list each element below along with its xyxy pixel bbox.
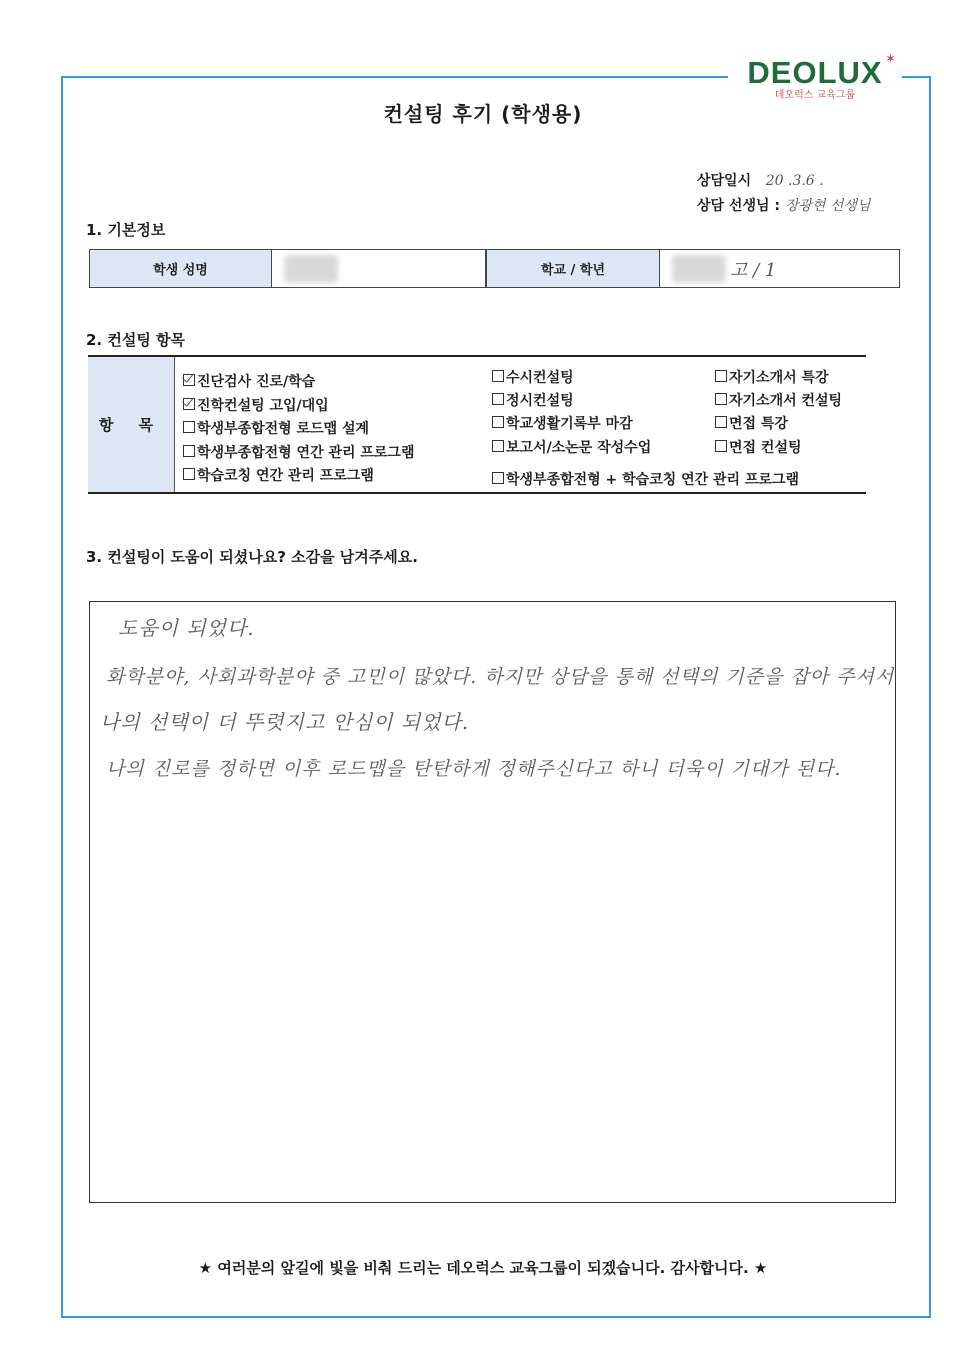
checkbox-icon[interactable]	[715, 370, 727, 382]
section-basic-info-title: 1. 기본정보	[86, 221, 166, 239]
item-study-coaching-program[interactable]: 학습코칭 연간 관리 프로그램	[183, 465, 374, 485]
item-early-admission[interactable]: 수시컨설팅	[492, 367, 574, 387]
checkbox-icon[interactable]	[492, 472, 504, 484]
feedback-line: 도움이 되었다.	[118, 616, 255, 640]
item-essay-consulting[interactable]: 자기소개서 컨설팅	[715, 390, 842, 410]
feedback-line: 나의 진로를 정하면 이후 로드맵을 탄탄하게 정해주신다고 하니 더욱이 기대가 된다.	[106, 758, 842, 780]
item-annual-record-program[interactable]: 학생부종합전형 연간 관리 프로그램	[183, 442, 414, 462]
footer-message: ★ 여러분의 앞길에 빛을 비춰 드리는 데오럭스 교육그룹이 되겠습니다. 감사합니다. ★	[198, 1259, 768, 1277]
checkbox-icon[interactable]	[183, 468, 195, 480]
date-value: 20 .3.6 .	[765, 173, 824, 189]
checkbox-icon[interactable]	[183, 421, 195, 433]
basic-info-table	[89, 249, 900, 288]
student-name-label: 학생 성명	[90, 250, 272, 287]
checkbox-icon[interactable]	[492, 416, 504, 428]
item-diagnostic-test[interactable]: 진단검사 진로/학습	[183, 371, 315, 391]
date-label: 상담일시	[697, 173, 752, 189]
section-feedback-title: 3. 컨설팅이 도움이 되셨나요? 소감을 남겨주세요.	[86, 548, 418, 566]
checkbox-icon[interactable]	[492, 370, 504, 382]
school-grade-label: 학교 / 학년	[486, 250, 660, 287]
school-grade-value	[660, 250, 899, 287]
feedback-line: 나의 선택이 더 뚜렷지고 안심이 되었다.	[100, 710, 470, 734]
school-grade-text: 고 / 1	[730, 259, 777, 281]
checkbox-icon[interactable]	[715, 393, 727, 405]
item-combined-program[interactable]: 학생부종합전형 + 학습코칭 연간 관리 프로그램	[492, 469, 799, 489]
item-interview-consulting[interactable]: 면접 컨설팅	[715, 437, 802, 457]
logo-subtitle: 데오럭스 교육그룹	[774, 90, 856, 101]
checkbox-checked-icon[interactable]	[183, 374, 195, 386]
item-interview-lecture[interactable]: 면접 특강	[715, 413, 788, 433]
student-name-value	[272, 250, 486, 287]
consult-teacher	[697, 195, 870, 215]
consulting-items-table	[88, 355, 866, 494]
section-items-title: 2. 컨설팅 항목	[86, 331, 186, 349]
logo-name: DEOLUX	[747, 55, 883, 90]
consult-date	[697, 170, 824, 190]
redacted-name	[284, 255, 338, 283]
item-essay-lecture[interactable]: 자기소개서 특강	[715, 367, 829, 387]
checkbox-icon[interactable]	[183, 445, 195, 457]
item-school-record-closing[interactable]: 학교생활기록부 마감	[492, 413, 633, 433]
item-regular-admission[interactable]: 정시컨설팅	[492, 390, 574, 410]
feedback-line: 화학분야, 사회과학분야 중 고민이 많았다. 하지만 상담을 통해 선택의 기준을 잡아 주셔서	[106, 666, 895, 688]
teacher-label: 상담 선생님 :	[697, 198, 780, 214]
feedback-box[interactable]	[89, 601, 896, 1203]
star-icon: ✶	[885, 52, 896, 67]
redacted-school	[672, 255, 726, 283]
teacher-value: 장광현 선생님	[784, 198, 871, 214]
item-admission-consulting[interactable]: 진학컨설팅 고입/대입	[183, 395, 329, 415]
checkbox-icon[interactable]	[715, 416, 727, 428]
items-header: 항 목	[88, 357, 175, 492]
page-title: 컨설팅 후기 (학생용)	[383, 102, 583, 126]
item-report-writing[interactable]: 보고서/소논문 작성수업	[492, 437, 651, 457]
checkbox-icon[interactable]	[492, 440, 504, 452]
item-roadmap-design[interactable]: 학생부종합전형 로드맵 설계	[183, 418, 369, 438]
checkbox-icon[interactable]	[492, 393, 504, 405]
checkbox-icon[interactable]	[715, 440, 727, 452]
checkbox-checked-icon[interactable]	[183, 398, 195, 410]
